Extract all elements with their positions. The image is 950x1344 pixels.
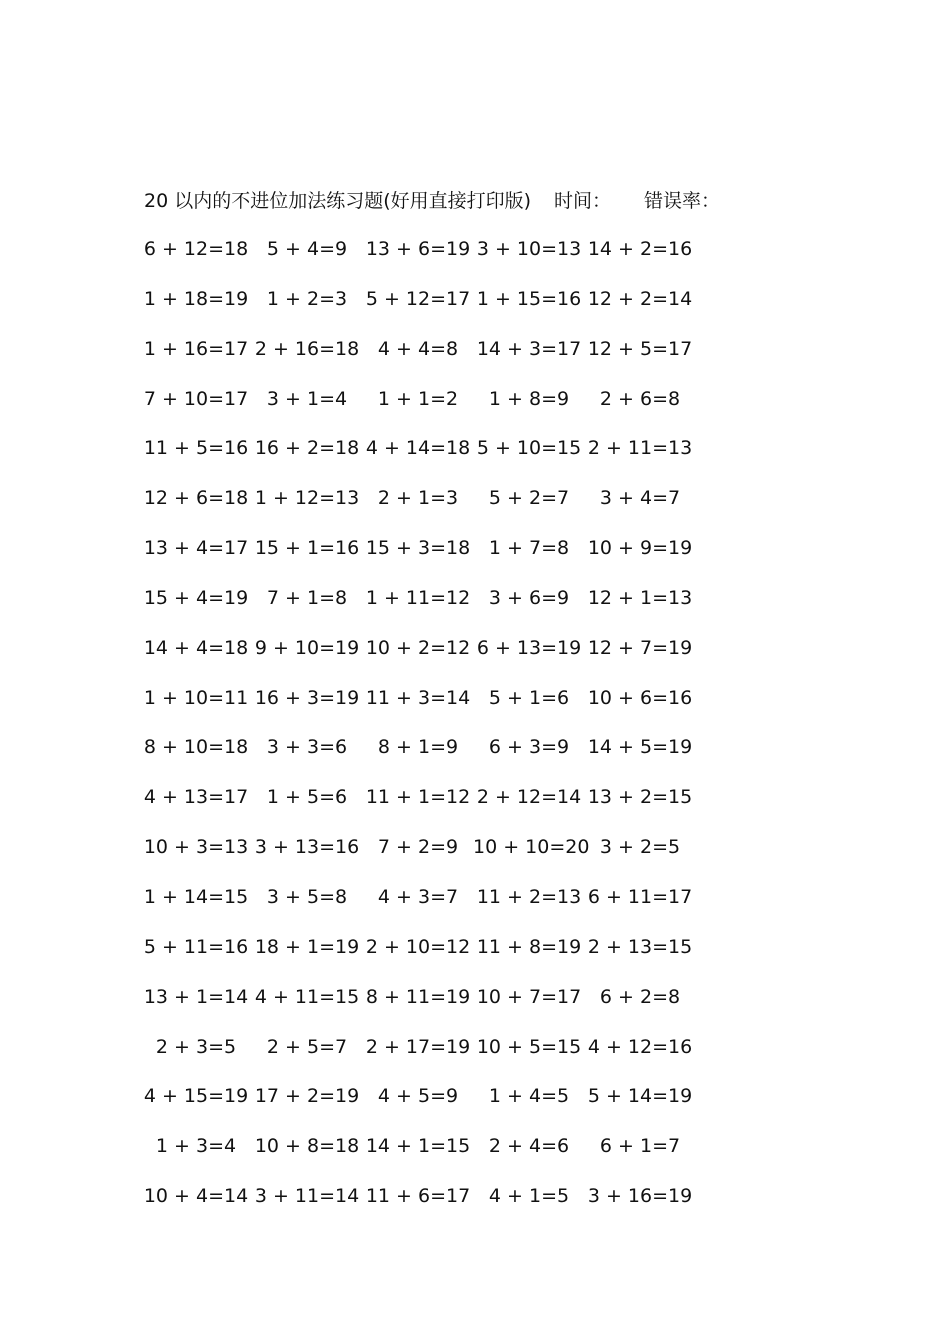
problem: 1 + 12=13 — [254, 487, 360, 510]
problem: 2 + 4=6 — [488, 1135, 570, 1158]
problem: 10 + 8=18 — [254, 1135, 360, 1158]
problem: 2 + 13=15 — [587, 935, 693, 958]
problem-row — [140, 1181, 710, 1231]
problem: 15 + 4=19 — [143, 586, 249, 609]
problem: 1 + 14=15 — [143, 885, 249, 908]
problem: 3 + 1=4 — [266, 387, 348, 410]
problem: 16 + 2=18 — [254, 437, 360, 460]
problem-row — [140, 882, 710, 932]
problem: 1 + 15=16 — [476, 287, 582, 310]
problem: 17 + 2=19 — [254, 1085, 360, 1108]
problem: 10 + 3=13 — [143, 836, 249, 859]
problem: 16 + 3=19 — [254, 686, 360, 709]
problem: 5 + 4=9 — [266, 238, 348, 260]
problem-row — [140, 732, 710, 782]
problem: 13 + 2=15 — [587, 786, 693, 809]
problem: 10 + 5=15 — [476, 1035, 582, 1058]
problem: 2 + 10=12 — [365, 935, 471, 958]
problem: 2 + 5=7 — [266, 1035, 348, 1058]
problem: 12 + 2=14 — [587, 287, 693, 310]
problem: 1 + 3=4 — [155, 1135, 237, 1158]
problem: 4 + 11=15 — [254, 985, 360, 1008]
problem: 3 + 16=19 — [587, 1185, 693, 1208]
problem: 14 + 2=16 — [587, 238, 693, 260]
problem: 12 + 5=17 — [587, 337, 693, 360]
problem: 13 + 1=14 — [143, 985, 249, 1008]
problem-row — [140, 483, 710, 533]
problem-row — [140, 234, 710, 284]
problem-row — [140, 384, 710, 434]
problem: 11 + 1=12 — [365, 786, 471, 809]
problem: 5 + 2=7 — [488, 487, 570, 510]
problem: 11 + 3=14 — [365, 686, 471, 709]
problem-row — [140, 633, 710, 683]
problem: 6 + 13=19 — [476, 636, 582, 659]
problem: 4 + 15=19 — [143, 1085, 249, 1108]
worksheet-header — [144, 186, 764, 216]
problem: 1 + 8=9 — [488, 387, 570, 410]
problem: 13 + 4=17 — [143, 537, 249, 560]
problem: 18 + 1=19 — [254, 935, 360, 958]
problem: 10 + 9=19 — [587, 537, 693, 560]
problem: 10 + 4=14 — [143, 1185, 249, 1208]
problem: 3 + 5=8 — [266, 885, 348, 908]
problem: 5 + 14=19 — [587, 1085, 693, 1108]
problem: 7 + 10=17 — [143, 387, 249, 410]
problem-row — [140, 832, 710, 882]
problem: 1 + 11=12 — [365, 586, 471, 609]
error-rate-label: 错误率： — [644, 190, 721, 212]
problem: 6 + 11=17 — [587, 885, 693, 908]
problem: 10 + 2=12 — [365, 636, 471, 659]
problem: 3 + 3=6 — [266, 736, 348, 759]
problem: 1 + 5=6 — [266, 786, 348, 809]
problem: 4 + 3=7 — [377, 885, 459, 908]
problem: 10 + 10=20 — [473, 836, 590, 859]
problem: 3 + 2=5 — [599, 836, 681, 859]
problem: 4 + 12=16 — [587, 1035, 693, 1058]
problem: 11 + 5=16 — [143, 437, 249, 460]
problem: 11 + 6=17 — [365, 1185, 471, 1208]
problem: 14 + 4=18 — [143, 636, 249, 659]
problem: 1 + 7=8 — [488, 537, 570, 560]
problem-row — [140, 782, 710, 832]
problem: 8 + 10=18 — [143, 736, 249, 759]
problem: 11 + 8=19 — [476, 935, 582, 958]
problem: 15 + 3=18 — [365, 537, 471, 560]
problem-row — [140, 1032, 710, 1082]
problem: 5 + 12=17 — [365, 287, 471, 310]
problem: 6 + 1=7 — [599, 1135, 681, 1158]
problem: 14 + 1=15 — [365, 1135, 471, 1158]
problem: 2 + 3=5 — [155, 1035, 237, 1058]
problem: 7 + 1=8 — [266, 586, 348, 609]
problem: 2 + 12=14 — [476, 786, 582, 809]
problem: 13 + 6=19 — [365, 238, 471, 260]
problem-row — [140, 982, 710, 1032]
problem: 5 + 11=16 — [143, 935, 249, 958]
problem: 2 + 1=3 — [377, 487, 459, 510]
problem-row — [140, 1081, 710, 1131]
problem: 3 + 13=16 — [254, 836, 360, 859]
problem: 4 + 14=18 — [365, 437, 471, 460]
problem: 12 + 1=13 — [587, 586, 693, 609]
problem: 12 + 7=19 — [587, 636, 693, 659]
problem: 14 + 5=19 — [587, 736, 693, 759]
problem: 1 + 18=19 — [143, 287, 249, 310]
problem: 1 + 16=17 — [143, 337, 249, 360]
problem: 4 + 13=17 — [143, 786, 249, 809]
problem-row — [140, 334, 710, 384]
problem: 6 + 2=8 — [599, 985, 681, 1008]
problem: 3 + 10=13 — [476, 238, 582, 260]
problem: 9 + 10=19 — [254, 636, 360, 659]
problem-row — [140, 433, 710, 483]
problem: 6 + 12=18 — [143, 238, 249, 260]
problem: 6 + 3=9 — [488, 736, 570, 759]
problem: 2 + 11=13 — [587, 437, 693, 460]
problem: 4 + 4=8 — [377, 337, 459, 360]
problem: 1 + 1=2 — [377, 387, 459, 410]
problem: 2 + 6=8 — [599, 387, 681, 410]
problem: 8 + 1=9 — [377, 736, 459, 759]
problem: 3 + 6=9 — [488, 586, 570, 609]
problem: 10 + 6=16 — [587, 686, 693, 709]
problem: 7 + 2=9 — [377, 836, 459, 859]
problem-row — [140, 284, 710, 334]
time-label: 时间： — [554, 190, 612, 212]
problem: 1 + 4=5 — [488, 1085, 570, 1108]
worksheet-title: 20 以内的不进位加法练习题(好用直接打印版) — [144, 190, 532, 212]
problem: 3 + 4=7 — [599, 487, 681, 510]
problem-row — [140, 583, 710, 633]
problem: 2 + 17=19 — [365, 1035, 471, 1058]
problem: 15 + 1=16 — [254, 537, 360, 560]
problem: 8 + 11=19 — [365, 985, 471, 1008]
problem-row — [140, 1131, 710, 1181]
problem: 11 + 2=13 — [476, 885, 582, 908]
problem: 1 + 2=3 — [266, 287, 348, 310]
problem: 4 + 5=9 — [377, 1085, 459, 1108]
problem: 12 + 6=18 — [143, 487, 249, 510]
problem: 1 + 10=11 — [143, 686, 249, 709]
problem-grid — [140, 234, 710, 1231]
problem: 4 + 1=5 — [488, 1185, 570, 1208]
problem: 5 + 10=15 — [476, 437, 582, 460]
problem-row — [140, 932, 710, 982]
problem: 2 + 16=18 — [254, 337, 360, 360]
problem-row — [140, 533, 710, 583]
problem: 14 + 3=17 — [476, 337, 582, 360]
problem: 5 + 1=6 — [488, 686, 570, 709]
problem: 3 + 11=14 — [254, 1185, 360, 1208]
problem: 10 + 7=17 — [476, 985, 582, 1008]
problem-row — [140, 683, 710, 733]
